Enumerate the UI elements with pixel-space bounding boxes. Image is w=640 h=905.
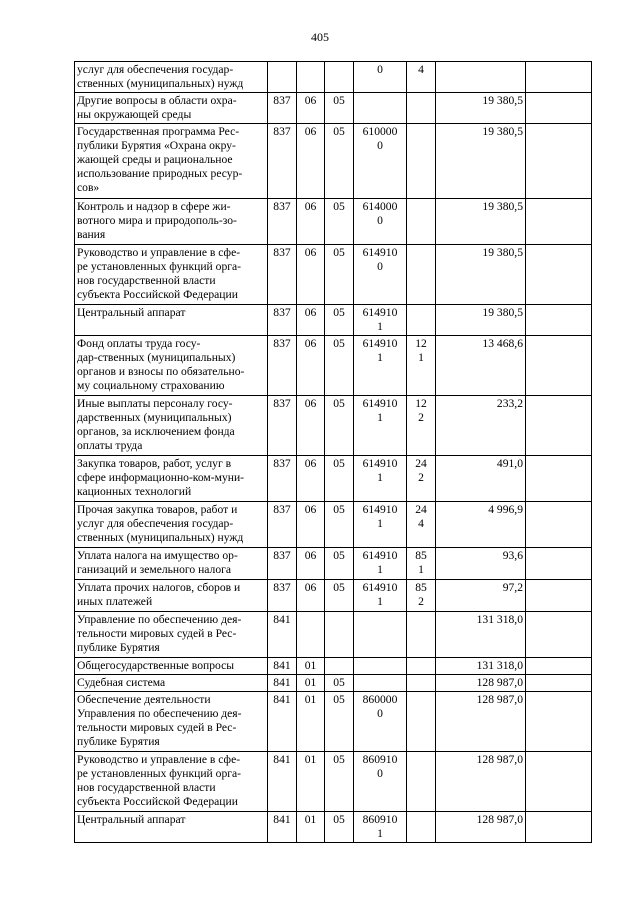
row-rz-cell: 01 xyxy=(297,675,325,692)
table-row xyxy=(75,305,592,336)
row-cs-cell: 860910 0 xyxy=(354,752,407,812)
row-cs-cell: 614910 1 xyxy=(354,336,407,396)
row-name-cell: Фонд оплаты труда госу- дар-ственных (муниципальных) органов и взносы по обязательно- му социальному страхованию xyxy=(75,336,268,396)
row-extra-cell xyxy=(526,199,592,245)
row-rz-cell: 06 xyxy=(297,580,325,612)
row-name-cell: Центральный аппарат xyxy=(75,305,268,336)
row-vr-cell: 85 1 xyxy=(407,548,436,580)
row-vr-cell xyxy=(407,124,436,199)
row-name-cell: услуг для обеспечения государ- ственных (муниципальных) нужд xyxy=(75,62,268,93)
row-cs-cell: 0 xyxy=(354,62,407,93)
table-row xyxy=(75,336,592,396)
row-sum-cell: 19 380,5 xyxy=(436,93,526,124)
table-row xyxy=(75,502,592,548)
row-gr-cell: 841 xyxy=(268,692,297,752)
row-sum-cell: 19 380,5 xyxy=(436,305,526,336)
row-name-cell: Уплата прочих налогов, сборов и иных платежей xyxy=(75,580,268,612)
row-name-cell: Руководство и управление в сфе- ре установленных функций орга- нов государственной власти субъекта Российской Федерации xyxy=(75,752,268,812)
table-row xyxy=(75,245,592,305)
row-rz-cell: 01 xyxy=(297,752,325,812)
row-extra-cell xyxy=(526,548,592,580)
row-pr-cell: 05 xyxy=(325,675,354,692)
row-sum-cell: 128 987,0 xyxy=(436,692,526,752)
row-name-cell: Закупка товаров, работ, услуг в сфере информационно-ком-муни- кационных технологий xyxy=(75,456,268,502)
row-gr-cell: 837 xyxy=(268,124,297,199)
row-pr-cell xyxy=(325,658,354,675)
row-name-cell: Общегосударственные вопросы xyxy=(75,658,268,675)
row-gr-cell: 841 xyxy=(268,675,297,692)
row-rz-cell: 06 xyxy=(297,396,325,456)
row-sum-cell: 491,0 xyxy=(436,456,526,502)
row-cs-cell: 614910 1 xyxy=(354,548,407,580)
row-cs-cell xyxy=(354,612,407,658)
row-extra-cell xyxy=(526,93,592,124)
row-gr-cell: 841 xyxy=(268,658,297,675)
row-name-cell: Обеспечение деятельности Управления по обеспечению дея- тельности мировых судей в Рес- публике Бурятия xyxy=(75,692,268,752)
row-name-cell: Судебная система xyxy=(75,675,268,692)
row-extra-cell xyxy=(526,305,592,336)
row-sum-cell: 4 996,9 xyxy=(436,502,526,548)
row-pr-cell: 05 xyxy=(325,548,354,580)
row-gr-cell: 837 xyxy=(268,199,297,245)
row-vr-cell xyxy=(407,675,436,692)
table-row xyxy=(75,658,592,675)
row-pr-cell xyxy=(325,62,354,93)
row-sum-cell: 19 380,5 xyxy=(436,124,526,199)
table-row xyxy=(75,62,592,93)
row-extra-cell xyxy=(526,502,592,548)
row-rz-cell: 06 xyxy=(297,93,325,124)
row-cs-cell: 614000 0 xyxy=(354,199,407,245)
row-vr-cell: 4 xyxy=(407,62,436,93)
row-extra-cell xyxy=(526,124,592,199)
row-sum-cell: 131 318,0 xyxy=(436,612,526,658)
row-gr-cell: 841 xyxy=(268,812,297,843)
row-sum-cell: 233,2 xyxy=(436,396,526,456)
row-name-cell: Государственная программа Рес- публики Бурятия «Охрана окру- жающей среды и рациональное использование природных ресур- сов» xyxy=(75,124,268,199)
row-sum-cell: 19 380,5 xyxy=(436,245,526,305)
row-vr-cell: 24 2 xyxy=(407,456,436,502)
row-cs-cell: 614910 1 xyxy=(354,502,407,548)
row-pr-cell xyxy=(325,612,354,658)
row-vr-cell: 85 2 xyxy=(407,580,436,612)
row-pr-cell: 05 xyxy=(325,245,354,305)
row-extra-cell xyxy=(526,658,592,675)
row-pr-cell: 05 xyxy=(325,456,354,502)
row-sum-cell: 97,2 xyxy=(436,580,526,612)
row-rz-cell: 01 xyxy=(297,692,325,752)
row-vr-cell xyxy=(407,658,436,675)
row-name-cell: Центральный аппарат xyxy=(75,812,268,843)
row-sum-cell xyxy=(436,62,526,93)
row-cs-cell: 614910 1 xyxy=(354,396,407,456)
table-row xyxy=(75,812,592,843)
table-row xyxy=(75,93,592,124)
row-name-cell: Иные выплаты персоналу госу- дарственных (муниципальных) органов, за исключением фонда оплаты труда xyxy=(75,396,268,456)
row-cs-cell: 860910 1 xyxy=(354,812,407,843)
row-rz-cell xyxy=(297,62,325,93)
row-rz-cell: 01 xyxy=(297,658,325,675)
row-cs-cell xyxy=(354,658,407,675)
row-rz-cell: 06 xyxy=(297,336,325,396)
row-pr-cell: 05 xyxy=(325,124,354,199)
row-gr-cell: 837 xyxy=(268,93,297,124)
page-number: 405 xyxy=(311,30,329,44)
row-rz-cell: 06 xyxy=(297,199,325,245)
budget-table xyxy=(74,61,592,843)
row-gr-cell: 841 xyxy=(268,752,297,812)
row-pr-cell: 05 xyxy=(325,752,354,812)
row-extra-cell xyxy=(526,396,592,456)
row-sum-cell: 93,6 xyxy=(436,548,526,580)
row-pr-cell: 05 xyxy=(325,502,354,548)
row-pr-cell: 05 xyxy=(325,812,354,843)
row-cs-cell: 614910 1 xyxy=(354,456,407,502)
row-rz-cell: 06 xyxy=(297,245,325,305)
row-extra-cell xyxy=(526,692,592,752)
row-name-cell: Управление по обеспечению дея- тельности мировых судей в Рес- публике Бурятия xyxy=(75,612,268,658)
row-gr-cell xyxy=(268,62,297,93)
table-row xyxy=(75,199,592,245)
row-gr-cell: 837 xyxy=(268,245,297,305)
row-name-cell: Руководство и управление в сфе- ре установленных функций орга- нов государственной власти субъекта Российской Федерации xyxy=(75,245,268,305)
row-pr-cell: 05 xyxy=(325,336,354,396)
row-sum-cell: 19 380,5 xyxy=(436,199,526,245)
row-vr-cell: 12 1 xyxy=(407,336,436,396)
row-extra-cell xyxy=(526,456,592,502)
row-rz-cell: 01 xyxy=(297,812,325,843)
table-row xyxy=(75,612,592,658)
row-gr-cell: 837 xyxy=(268,580,297,612)
row-pr-cell: 05 xyxy=(325,199,354,245)
row-pr-cell: 05 xyxy=(325,93,354,124)
row-name-cell: Другие вопросы в области охра- ны окружающей среды xyxy=(75,93,268,124)
table-row xyxy=(75,692,592,752)
row-vr-cell: 24 4 xyxy=(407,502,436,548)
row-sum-cell: 128 987,0 xyxy=(436,812,526,843)
row-extra-cell xyxy=(526,336,592,396)
table-row xyxy=(75,456,592,502)
row-sum-cell: 13 468,6 xyxy=(436,336,526,396)
row-vr-cell xyxy=(407,199,436,245)
row-extra-cell xyxy=(526,752,592,812)
row-cs-cell: 614910 1 xyxy=(354,580,407,612)
row-extra-cell xyxy=(526,812,592,843)
row-pr-cell: 05 xyxy=(325,396,354,456)
row-rz-cell xyxy=(297,612,325,658)
row-cs-cell xyxy=(354,675,407,692)
row-gr-cell: 837 xyxy=(268,456,297,502)
row-vr-cell xyxy=(407,245,436,305)
row-extra-cell xyxy=(526,245,592,305)
table-row xyxy=(75,548,592,580)
row-gr-cell: 837 xyxy=(268,336,297,396)
row-extra-cell xyxy=(526,580,592,612)
table-row xyxy=(75,124,592,199)
row-gr-cell: 837 xyxy=(268,548,297,580)
row-cs-cell xyxy=(354,93,407,124)
row-cs-cell: 610000 0 xyxy=(354,124,407,199)
row-vr-cell xyxy=(407,692,436,752)
row-vr-cell xyxy=(407,93,436,124)
row-rz-cell: 06 xyxy=(297,305,325,336)
row-gr-cell: 841 xyxy=(268,612,297,658)
row-pr-cell: 05 xyxy=(325,580,354,612)
row-name-cell: Прочая закупка товаров, работ и услуг для обеспечения государ- ственных (муниципальных) нужд xyxy=(75,502,268,548)
row-rz-cell: 06 xyxy=(297,502,325,548)
row-sum-cell: 131 318,0 xyxy=(436,658,526,675)
table-body xyxy=(75,62,592,843)
row-sum-cell: 128 987,0 xyxy=(436,675,526,692)
row-name-cell: Контроль и надзор в сфере жи- вотного мира и природополь-зо- вания xyxy=(75,199,268,245)
row-gr-cell: 837 xyxy=(268,502,297,548)
table-row xyxy=(75,396,592,456)
row-rz-cell: 06 xyxy=(297,456,325,502)
row-cs-cell: 614910 1 xyxy=(354,305,407,336)
table-row xyxy=(75,752,592,812)
row-extra-cell xyxy=(526,62,592,93)
row-cs-cell: 860000 0 xyxy=(354,692,407,752)
row-sum-cell: 128 987,0 xyxy=(436,752,526,812)
row-pr-cell: 05 xyxy=(325,692,354,752)
row-extra-cell xyxy=(526,675,592,692)
row-extra-cell xyxy=(526,612,592,658)
row-vr-cell: 12 2 xyxy=(407,396,436,456)
row-gr-cell: 837 xyxy=(268,305,297,336)
row-vr-cell xyxy=(407,305,436,336)
row-pr-cell: 05 xyxy=(325,305,354,336)
row-vr-cell xyxy=(407,752,436,812)
row-vr-cell xyxy=(407,612,436,658)
table-row xyxy=(75,675,592,692)
table-row xyxy=(75,580,592,612)
row-vr-cell xyxy=(407,812,436,843)
row-name-cell: Уплата налога на имущество ор- ганизаций и земельного налога xyxy=(75,548,268,580)
row-gr-cell: 837 xyxy=(268,396,297,456)
row-rz-cell: 06 xyxy=(297,124,325,199)
row-rz-cell: 06 xyxy=(297,548,325,580)
row-cs-cell: 614910 0 xyxy=(354,245,407,305)
